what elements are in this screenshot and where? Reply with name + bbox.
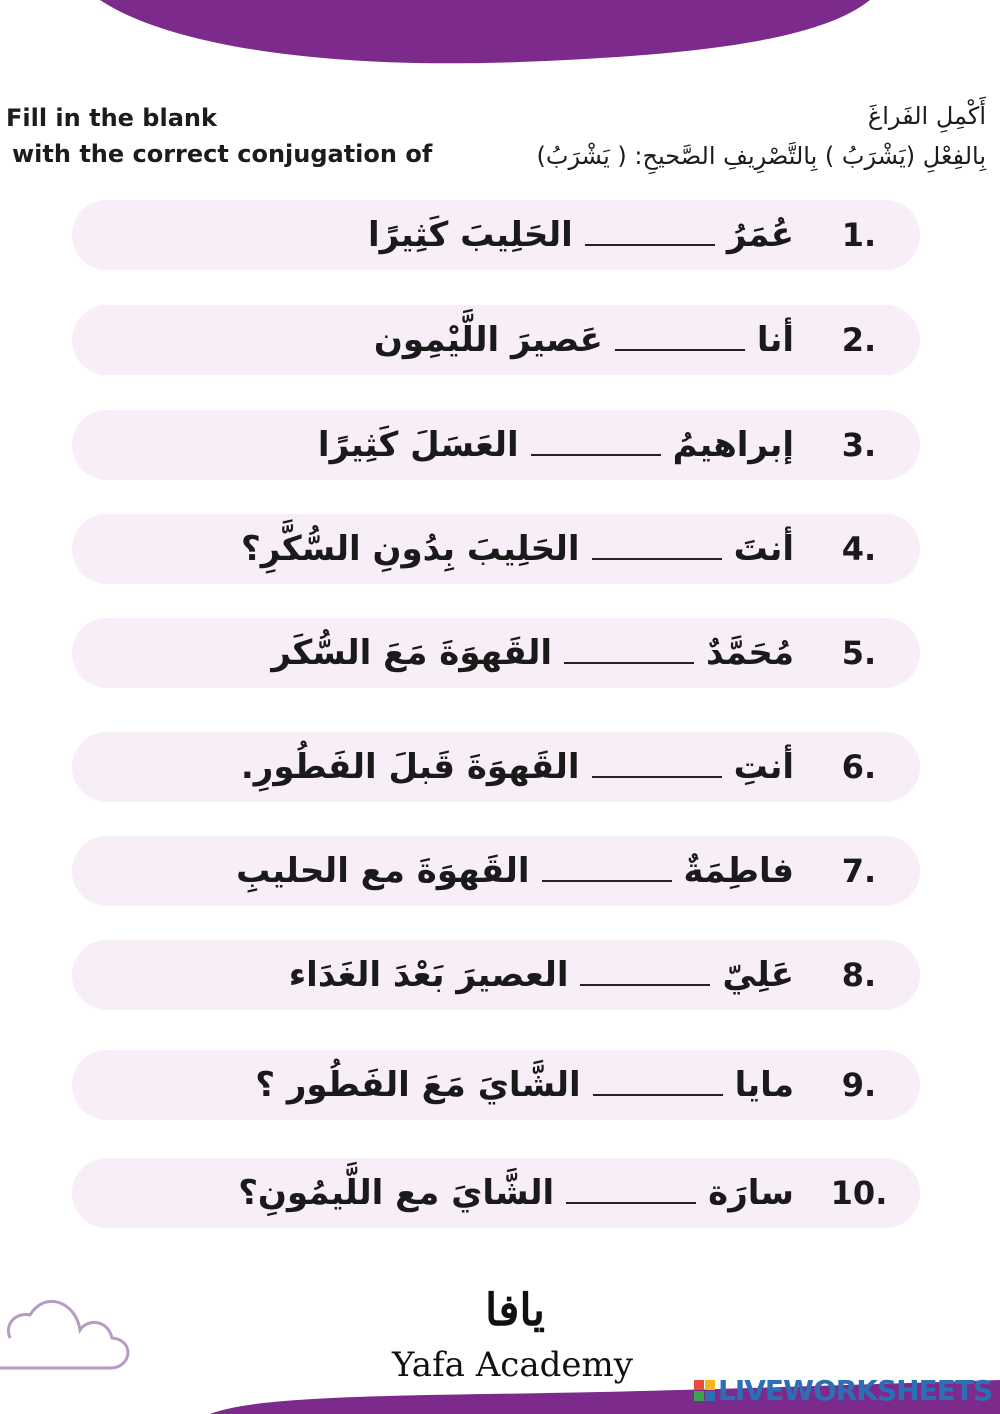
exercise-rest: العصيرَ بَعْدَ الغَدَاء — [288, 955, 569, 995]
exercise-subject: إبراهيمُ — [672, 425, 794, 465]
answer-blank[interactable] — [531, 430, 661, 456]
exercise-subject: أنتِ — [733, 747, 794, 787]
exercise-rest: الشَّايَ مَعَ الفَطُور ؟ — [255, 1065, 581, 1105]
exercise-sentence — [236, 851, 804, 891]
answer-blank[interactable] — [592, 752, 722, 778]
exercise-subject: أنتَ — [733, 529, 794, 569]
exercise-number: 6. — [841, 748, 877, 786]
answer-blank[interactable] — [542, 856, 672, 882]
liveworksheets-watermark — [694, 1374, 992, 1407]
answer-blank[interactable] — [580, 960, 710, 986]
exercise-sentence — [255, 1065, 804, 1105]
liveworksheets-logo-icon — [694, 1380, 715, 1401]
exercise-rest: عَصيرَ اللَّيْمِون — [373, 320, 603, 360]
answer-blank[interactable] — [566, 1178, 696, 1204]
watermark-text-live: LIVE — [718, 1374, 784, 1407]
exercise-sentence — [289, 955, 804, 995]
top-decoration — [0, 0, 1000, 75]
instructions-english-line1: Fill in the blank — [6, 104, 217, 132]
exercise-number: 7. — [841, 852, 877, 890]
exercise-row-6 — [72, 732, 920, 802]
exercise-subject: مايا — [734, 1065, 794, 1105]
cloud-icon — [0, 1280, 140, 1380]
exercise-number: 8. — [841, 956, 877, 994]
instructions-arabic — [426, 96, 986, 176]
exercise-sentence — [241, 747, 804, 787]
answer-blank[interactable] — [564, 638, 694, 664]
exercise-rest: القَهوَةَ قَبلَ الفَطُورِ. — [240, 747, 580, 787]
exercise-number: 5. — [841, 634, 877, 672]
exercise-rest: الشَّايَ مع اللَّيمُونِ؟ — [238, 1173, 555, 1213]
exercise-row-1 — [72, 200, 920, 270]
exercise-sentence — [241, 529, 804, 569]
exercise-rest: الحَلِيبَ بِدُونِ السُّكَّرِ؟ — [241, 529, 580, 569]
exercise-row-8 — [72, 940, 920, 1010]
exercise-row-4 — [72, 514, 920, 584]
instructions-arabic-line1: أَكْمِلِ الفَراغَ — [867, 102, 986, 130]
watermark-text-worksheets: WORKSHEETS — [783, 1374, 993, 1407]
exercise-subject: سارَة — [708, 1173, 794, 1213]
exercise-rest: الحَلِيبَ كَثِيرًا — [367, 215, 573, 255]
exercise-number: 3. — [841, 426, 877, 464]
exercise-sentence — [374, 320, 804, 360]
exercise-subject: عَلِيّ — [722, 955, 794, 995]
exercise-row-7 — [72, 836, 920, 906]
exercise-row-3 — [72, 410, 920, 480]
exercise-sentence — [318, 425, 804, 465]
exercise-rest: العَسَلَ كَثِيرًا — [317, 425, 519, 465]
exercise-sentence — [238, 1173, 804, 1213]
exercise-subject: عُمَرُ — [726, 215, 794, 255]
exercise-subject: مُحَمَّدٌ — [706, 633, 794, 673]
exercise-sentence — [271, 633, 804, 673]
answer-blank[interactable] — [585, 220, 715, 246]
exercise-number: 4. — [841, 530, 877, 568]
answer-blank[interactable] — [592, 534, 722, 560]
exercise-row-10 — [72, 1158, 920, 1228]
answer-blank[interactable] — [593, 1070, 723, 1096]
exercise-subject: أنا — [756, 320, 794, 360]
academy-logo-english: Yafa Academy — [392, 1345, 633, 1385]
exercise-rest: القَهوَةَ مع الحليبِ — [236, 851, 530, 891]
exercise-row-2 — [72, 305, 920, 375]
exercise-number: 10. — [830, 1174, 888, 1212]
exercise-row-9 — [72, 1050, 920, 1120]
instructions-arabic-line2: بِالفِعْلِ (يَشْرَبُ ) بِالتَّصْرِيفِ الصَّحيحِ: ( يَشْرَبُ) — [536, 142, 986, 170]
exercise-row-5 — [72, 618, 920, 688]
exercise-sentence — [368, 215, 804, 255]
exercise-number: 1. — [841, 216, 877, 254]
answer-blank[interactable] — [615, 325, 745, 351]
exercise-rest: القَهوَةَ مَعَ السُّكَر — [271, 633, 552, 673]
academy-logo-arabic: يافا — [484, 1285, 546, 1336]
exercise-subject: فاطِمَةٌ — [683, 851, 794, 891]
exercise-number: 2. — [841, 321, 877, 359]
exercise-number: 9. — [841, 1066, 877, 1104]
instructions-english-line2: with the correct conjugation of — [12, 140, 433, 168]
